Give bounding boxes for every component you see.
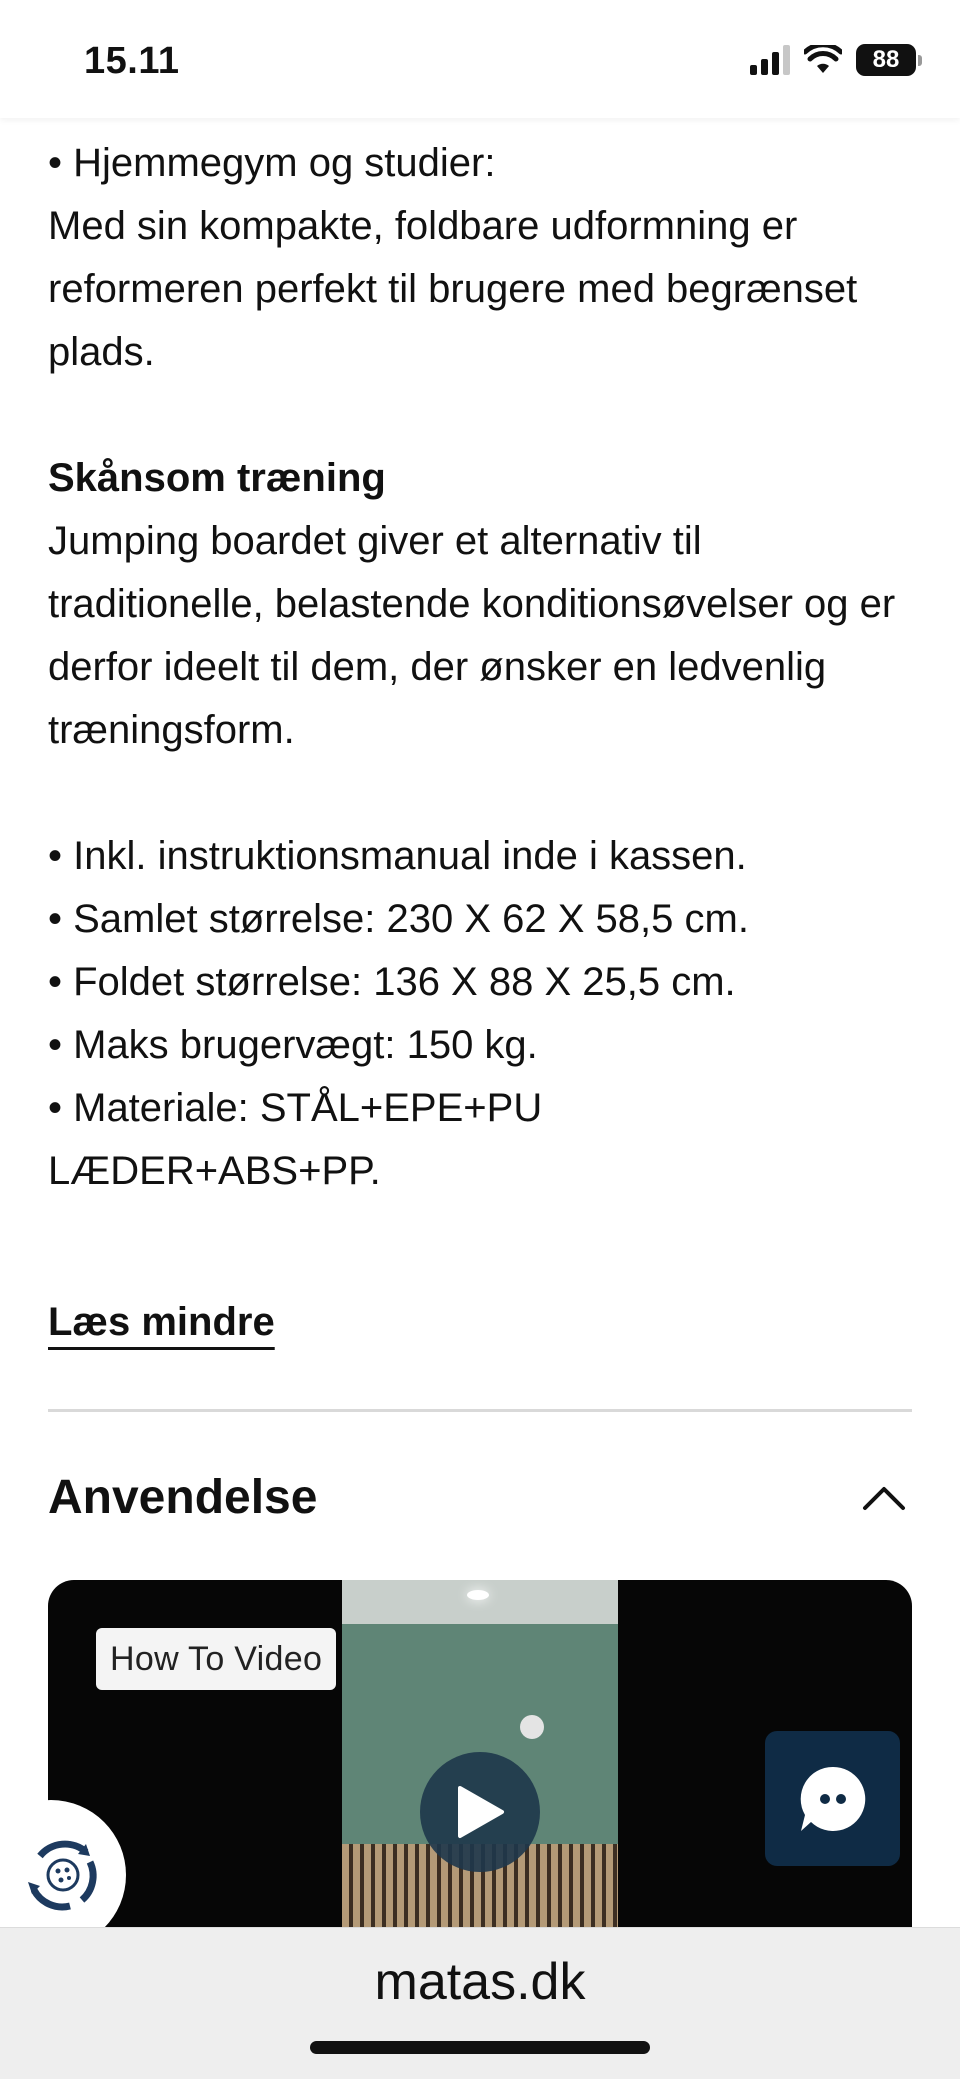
play-icon bbox=[454, 1784, 506, 1840]
bullet-home-gym: • Hjemmegym og studier: bbox=[48, 141, 496, 185]
spec-total-size: • Samlet størrelse: 230 X 62 X 58,5 cm. bbox=[48, 897, 749, 941]
url-text[interactable]: matas.dk bbox=[374, 1953, 586, 2011]
gentle-training-text: Jumping boardet giver et alternativ til traditionelle, belastende konditionsøvelser og er derfor ideelt til dem, der ønsker en ledvenlig træningsform. bbox=[48, 519, 896, 752]
cellular-signal-icon bbox=[750, 45, 790, 75]
gentle-training-heading: Skånsom træning bbox=[48, 456, 386, 500]
video-label: How To Video bbox=[96, 1628, 336, 1690]
status-bar bbox=[0, 0, 960, 118]
battery-indicator: 88 bbox=[856, 44, 916, 76]
chat-button[interactable] bbox=[765, 1731, 900, 1866]
spec-max-weight: • Maks brugervægt: 150 kg. bbox=[48, 1023, 538, 1067]
spec-folded-size: • Foldet størrelse: 136 X 88 X 25,5 cm. bbox=[48, 960, 736, 1004]
section-divider bbox=[48, 1409, 912, 1412]
product-description bbox=[48, 132, 918, 1203]
home-gym-text: Med sin kompakte, foldbare udformning er reformeren perfekt til brugere med begrænset plads. bbox=[48, 204, 858, 374]
wifi-icon bbox=[804, 45, 842, 75]
home-indicator[interactable] bbox=[310, 2041, 650, 2054]
usage-section-title: Anvendelse bbox=[48, 1471, 318, 1524]
status-icons bbox=[750, 44, 916, 76]
status-time: 15.11 bbox=[84, 40, 180, 82]
play-button[interactable] bbox=[420, 1752, 540, 1872]
spec-material: • Materiale: STÅL+EPE+PU LÆDER+ABS+PP. bbox=[48, 1086, 543, 1193]
usage-accordion-header[interactable] bbox=[48, 1460, 912, 1530]
read-less-link[interactable]: Læs mindre bbox=[48, 1300, 275, 1344]
chat-icon bbox=[797, 1763, 869, 1835]
spec-manual: • Inkl. instruktionsmanual inde i kassen. bbox=[48, 834, 747, 878]
cookie-settings-icon bbox=[20, 1832, 106, 1918]
chevron-up-icon[interactable] bbox=[862, 1482, 906, 1512]
browser-address-bar bbox=[0, 1927, 960, 2079]
